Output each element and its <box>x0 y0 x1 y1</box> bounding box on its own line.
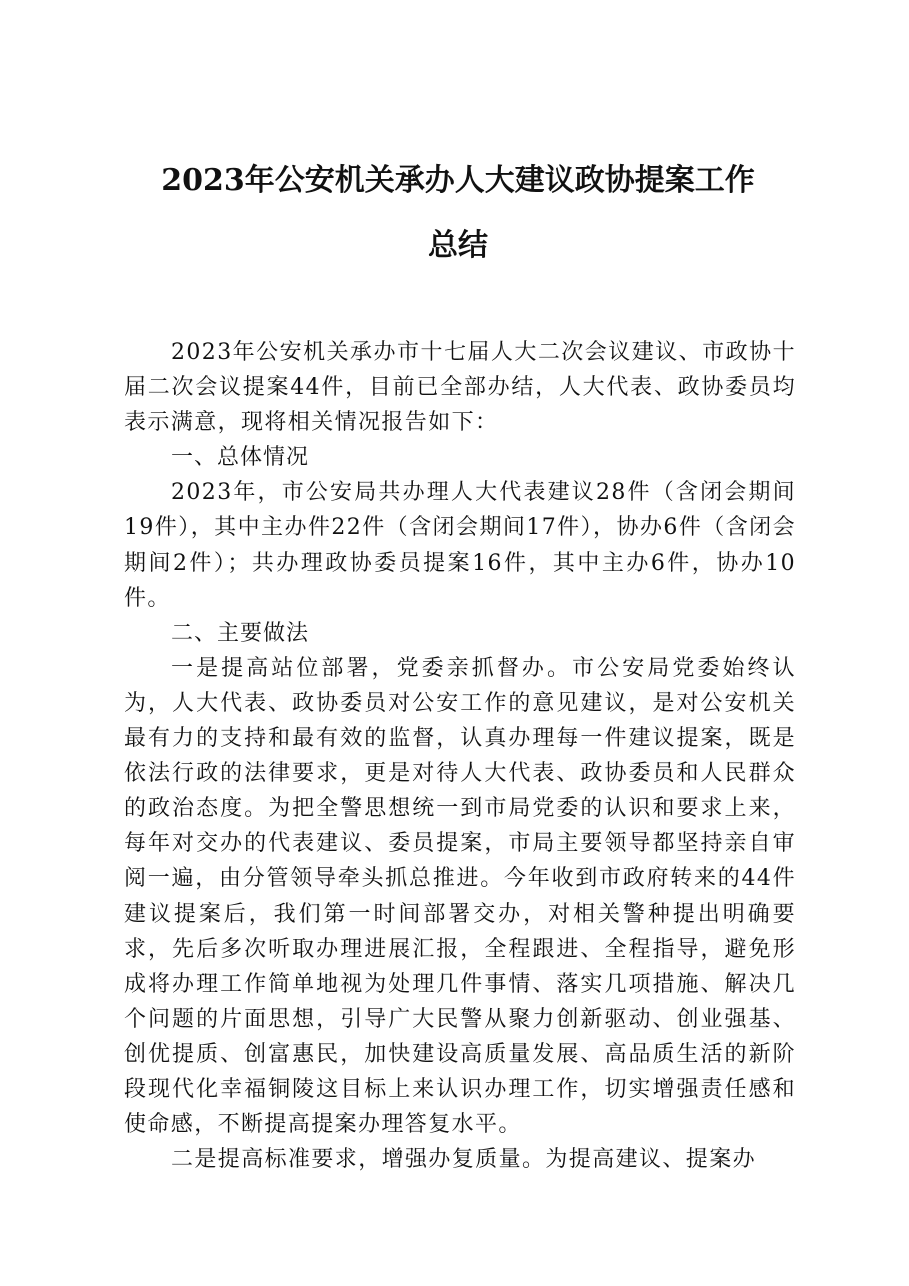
section-heading-overview: 一、总体情况 <box>171 445 310 471</box>
intro-paragraph: 2023年公安机关承办市十七届人大二次会议建议、市政协十届二次会议提案44件，目前已全部办结，人大代表、政协委员均表示满意，现将相关情况报告如下： <box>124 340 796 436</box>
document-body <box>124 335 796 1177</box>
practice-paragraph-2: 二是提高标准要求，增强办复质量。为提高建议、提案办 <box>171 1147 757 1173</box>
practice-paragraph-1: 一是提高站位部署，党委亲抓督办。市公安局党委始终认为，人大代表、政协委员对公安工作的意见建议，是对公安机关最有力的支持和最有效的监督，认真办理每一件建议提案，既是依法行政的法律要求，更是对待人大代表、政协委员和人民群众的政治态度。为把全警思想统一到市局党委的认识和要求上来，每年对交办的代表建议、委员提案，市局主要领导都坚持亲自审阅一遍，由分管领导牵头抓总推进。今年收到市政府转来的44件建议提案后，我们第一时间部署交办，对相关警种提出明确要求，先后多次听取办理进展汇报，全程跟进、全程指导，避免形成将办理工作简单地视为处理几件事情、落实几项措施、解决几个问题的片面思想，引导广大民警从聚力创新驱动、创业强基、创优提质、创富惠民，加快建设高质量发展、高品质生活的新阶段现代化幸福铜陵这目标上来认识办理工作，切实增强责任感和使命感，不断提高提案办理答复水平。 <box>124 655 796 1138</box>
overview-paragraph: 2023年，市公安局共办理人大代表建议28件（含闭会期间19件），其中主办件22件（含闭会期间17件），协办6件（含闭会期间2件）；共办理政协委员提案16件，其中主办6件，协办10件。 <box>124 480 796 611</box>
section-heading-main-practices: 二、主要做法 <box>171 620 310 646</box>
document-title-line-2: 总结 <box>428 228 488 263</box>
document-title-line-1: 2023年公安机关承办人大建议政协提案工作 <box>161 163 755 198</box>
